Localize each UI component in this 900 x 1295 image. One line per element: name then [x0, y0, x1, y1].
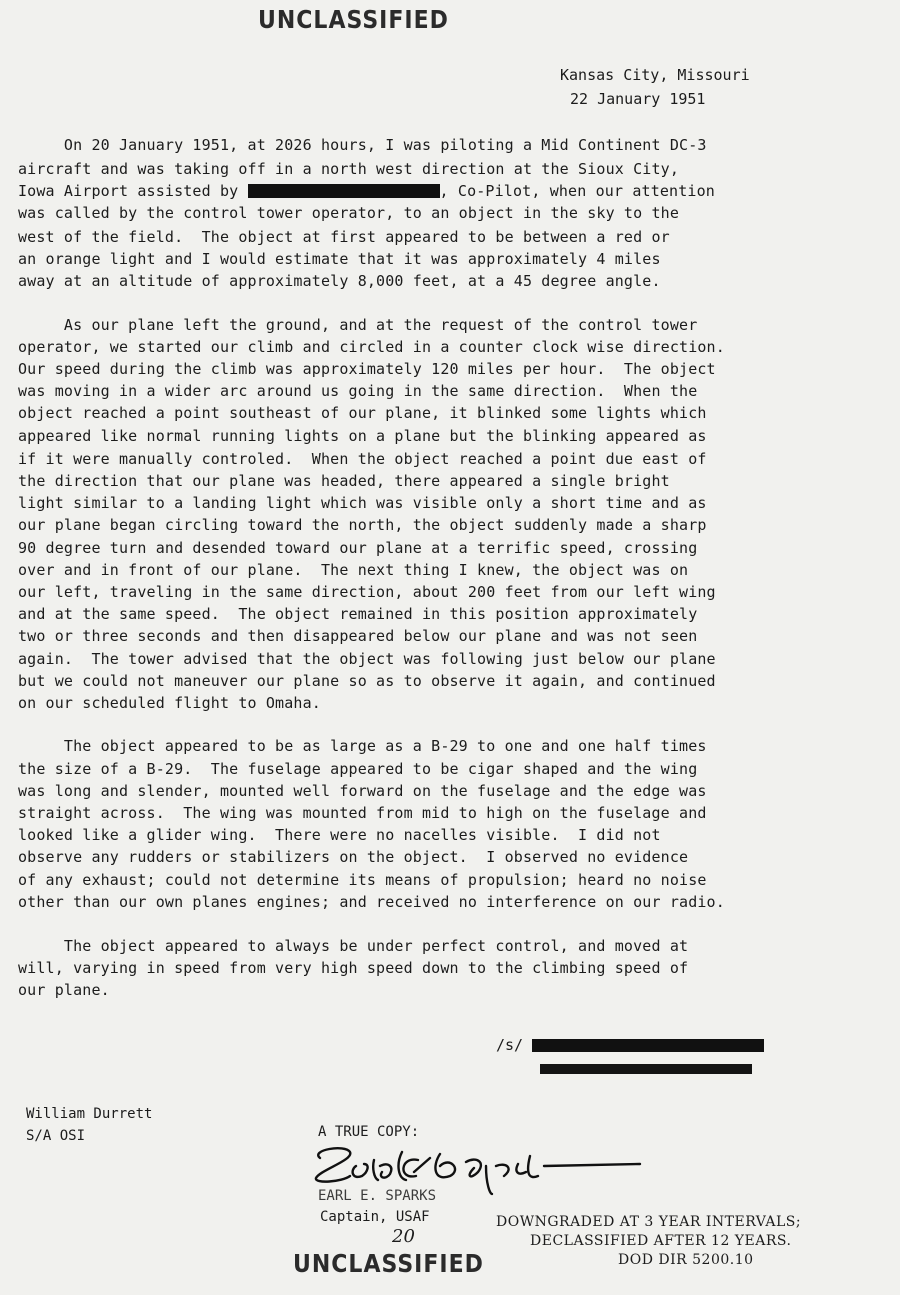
copy-name: EARL E. SPARKS: [318, 1188, 437, 1204]
paragraph-3-line-2: the size of a B-29. The fuselage appeared to be cigar shaped and the wing: [18, 760, 698, 778]
header-date: 22 January 1951: [570, 90, 706, 108]
paragraph-4-line-3: our plane.: [18, 981, 110, 999]
paragraph-2-line-2: operator, we started our climb and circled in a counter clock wise direction.: [18, 338, 725, 356]
agent-name: William Durrett: [26, 1106, 153, 1122]
paragraph-1-line-3: [18, 182, 715, 200]
paragraph-3-line-1: The object appeared to be as large as a B-29 to one and one half times: [18, 737, 707, 755]
signature-title-redaction: [540, 1064, 752, 1074]
classification-stamp-top: UNCLASSIFIED: [258, 6, 449, 35]
downgrade-line-2: DECLASSIFIED AFTER 12 YEARS.: [530, 1233, 792, 1249]
paragraph-2-line-18: on our scheduled flight to Omaha.: [18, 694, 321, 712]
paragraph-2-line-17: but we could not maneuver our plane so as to observe it again, and continued: [18, 672, 716, 690]
paragraph-2-line-3: Our speed during the climb was approximately 120 miles per hour. The object: [18, 360, 716, 378]
paragraph-2-line-13: our left, traveling in the same direction, about 200 feet from our left wing: [18, 583, 716, 601]
signature-name-redaction: [532, 1039, 764, 1052]
paragraph-4-line-2: will, varying in speed from very high speed down to the climbing speed of: [18, 959, 689, 977]
copy-rank: Captain, USAF: [320, 1209, 430, 1225]
paragraph-2-line-16: again. The tower advised that the object was following just below our plane: [18, 650, 716, 668]
signature-prefix: /s/: [496, 1036, 524, 1054]
signature-line: [496, 1036, 764, 1054]
paragraph-4-line-1: The object appeared to always be under perfect control, and moved at: [18, 937, 689, 955]
paragraph-2-line-9: light similar to a landing light which was visible only a short time and as: [18, 494, 707, 512]
paragraph-1-line-1: On 20 January 1951, at 2026 hours, I was piloting a Mid Continent DC-3: [18, 136, 707, 154]
downgrade-line-1: DOWNGRADED AT 3 YEAR INTERVALS;: [496, 1214, 802, 1230]
classification-stamp-bottom: UNCLASSIFIED: [293, 1250, 484, 1279]
copilot-name-redaction: [248, 184, 440, 198]
header-location: Kansas City, Missouri: [560, 66, 750, 84]
paragraph-3-line-3: was long and slender, mounted well forward on the fuselage and the edge was: [18, 782, 707, 800]
paragraph-1-line-2: aircraft and was taking off in a north west direction at the Sioux City,: [18, 160, 680, 178]
copilot-suffix: , Co-Pilot, when our attention: [439, 182, 715, 200]
agent-title: S/A OSI: [26, 1128, 86, 1144]
handwritten-number: 20: [392, 1226, 415, 1247]
paragraph-2-line-11: 90 degree turn and desended toward our plane at a terrific speed, crossing: [18, 539, 698, 557]
paragraph-2-line-14: and at the same speed. The object remained in this position approximately: [18, 605, 698, 623]
paragraph-2-line-6: appeared like normal running lights on a plane but the blinking appeared as: [18, 427, 707, 445]
paragraph-3-line-6: observe any rudders or stabilizers on the object. I observed no evidence: [18, 848, 689, 866]
paragraph-1-line-3-text: Iowa Airport assisted by: [18, 182, 248, 200]
paragraph-2-line-5: object reached a point southeast of our plane, it blinked some lights which: [18, 404, 707, 422]
handwritten-signature: [290, 1136, 650, 1196]
paragraph-2-line-1: As our plane left the ground, and at the request of the control tower: [18, 316, 698, 334]
paragraph-2-line-12: over and in front of our plane. The next thing I knew, the object was on: [18, 561, 689, 579]
paragraph-1-line-7: away at an altitude of approximately 8,000 feet, at a 45 degree angle.: [18, 272, 661, 290]
paragraph-3-line-8: other than our own planes engines; and received no interference on our radio.: [18, 893, 725, 911]
paragraph-2-line-15: two or three seconds and then disappeared below our plane and was not seen: [18, 627, 698, 645]
paragraph-3-line-4: straight across. The wing was mounted from mid to high on the fuselage and: [18, 804, 707, 822]
paragraph-3-line-5: looked like a glider wing. There were no nacelles visible. I did not: [18, 826, 661, 844]
paragraph-2-line-8: the direction that our plane was headed, there appeared a single bright: [18, 472, 670, 490]
paragraph-2-line-10: our plane began circling toward the north, the object suddenly made a sharp: [18, 516, 707, 534]
paragraph-2-line-7: if it were manually controled. When the object reached a point due east of: [18, 450, 707, 468]
downgrade-line-3: DOD DIR 5200.10: [618, 1252, 754, 1268]
paragraph-2-line-4: was moving in a wider arc around us going in the same direction. When the: [18, 382, 698, 400]
paragraph-1-line-4: was called by the control tower operator, to an object in the sky to the: [18, 204, 680, 222]
paragraph-1-line-6: an orange light and I would estimate that it was approximately 4 miles: [18, 250, 661, 268]
paragraph-3-line-7: of any exhaust; could not determine its means of propulsion; heard no noise: [18, 871, 707, 889]
paragraph-1-line-5: west of the field. The object at first appeared to be between a red or: [18, 228, 670, 246]
true-copy-label: A TRUE COPY:: [318, 1124, 420, 1140]
